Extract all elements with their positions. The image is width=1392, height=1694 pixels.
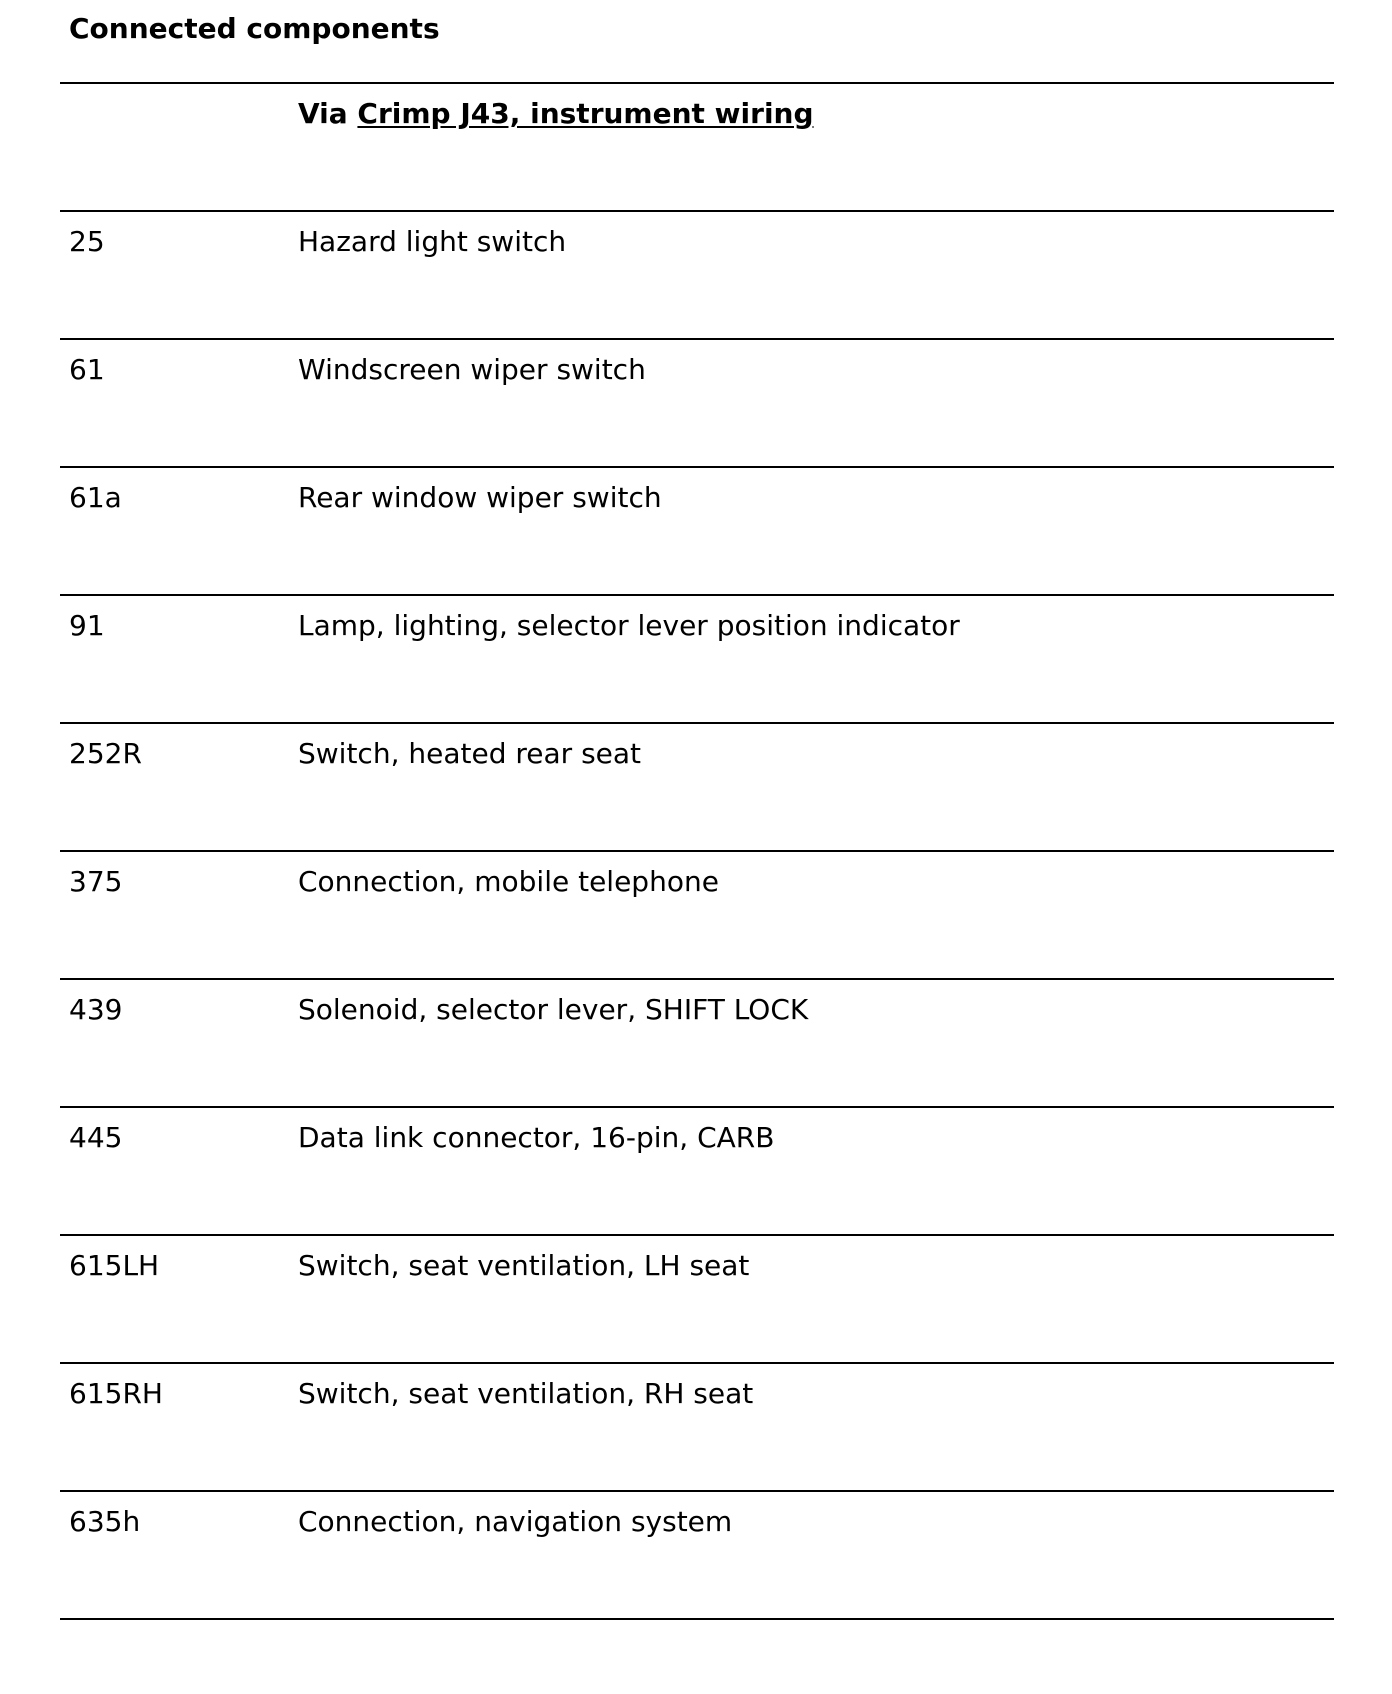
component-id: 252R xyxy=(69,737,142,770)
component-description: Rear window wiper switch xyxy=(298,481,662,514)
component-description: Solenoid, selector lever, SHIFT LOCK xyxy=(298,993,809,1026)
component-description: Connection, navigation system xyxy=(298,1505,733,1538)
component-description: Windscreen wiper switch xyxy=(298,353,646,386)
header-prefix: Via xyxy=(298,97,348,130)
component-id: 61a xyxy=(69,481,122,514)
component-id: 615RH xyxy=(69,1377,163,1410)
page-title: Connected components xyxy=(69,12,440,45)
component-id: 439 xyxy=(69,993,123,1026)
component-description: Lamp, lighting, selector lever position indicator xyxy=(298,609,960,642)
table-row xyxy=(60,1234,1334,1362)
header-cell xyxy=(298,97,814,131)
table-row xyxy=(60,338,1334,466)
table-row xyxy=(60,1362,1334,1490)
component-description: Connection, mobile telephone xyxy=(298,865,719,898)
component-description: Data link connector, 16-pin, CARB xyxy=(298,1121,775,1154)
component-description: Switch, seat ventilation, LH seat xyxy=(298,1249,750,1282)
table-row xyxy=(60,210,1334,338)
table-bottom-rule xyxy=(60,1618,1334,1620)
component-description: Switch, seat ventilation, RH seat xyxy=(298,1377,754,1410)
table-row xyxy=(60,466,1334,594)
table-row xyxy=(60,1490,1334,1618)
component-id: 635h xyxy=(69,1505,141,1538)
components-table xyxy=(60,82,1334,1620)
table-row xyxy=(60,1106,1334,1234)
component-id: 91 xyxy=(69,609,105,642)
table-header-row xyxy=(60,82,1334,210)
table-row xyxy=(60,978,1334,1106)
component-id: 25 xyxy=(69,225,105,258)
component-id: 615LH xyxy=(69,1249,160,1282)
component-id: 375 xyxy=(69,865,123,898)
component-id: 445 xyxy=(69,1121,123,1154)
crimp-link[interactable]: Crimp J43, instrument wiring xyxy=(357,97,814,130)
component-description: Switch, heated rear seat xyxy=(298,737,642,770)
component-id: 61 xyxy=(69,353,105,386)
table-row xyxy=(60,594,1334,722)
table-row xyxy=(60,722,1334,850)
component-description: Hazard light switch xyxy=(298,225,567,258)
table-row xyxy=(60,850,1334,978)
